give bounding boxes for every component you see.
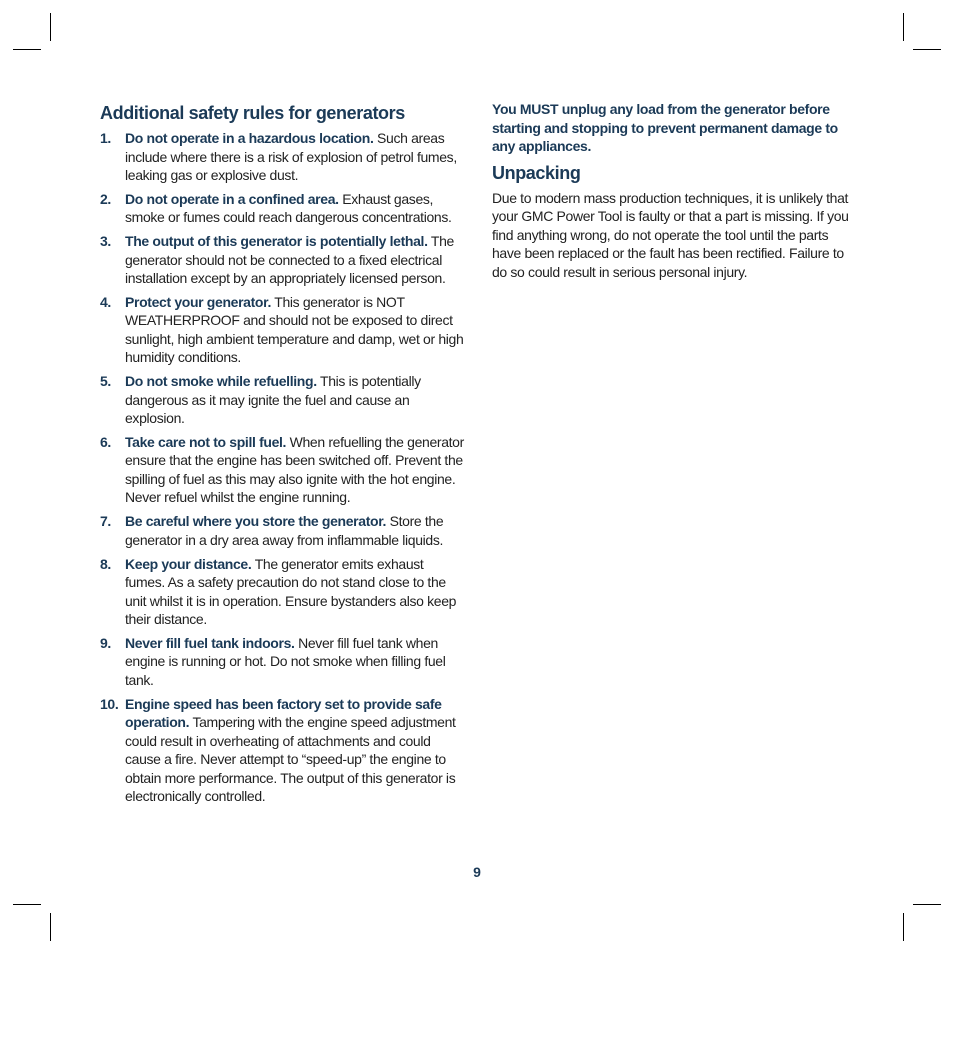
rule-lead: Keep your distance. <box>125 555 252 572</box>
rule-lead: Be careful where you store the generator. <box>125 513 387 530</box>
rule-text: Store the generator in a dry area away from inflammable liquids. <box>125 513 444 548</box>
crop-mark <box>13 904 41 905</box>
rule-item <box>100 232 465 288</box>
section-heading: Unpacking <box>492 162 581 183</box>
rule-lead: The output of this generator is potentially lethal. <box>125 233 428 250</box>
left-column <box>100 100 465 811</box>
crop-mark <box>903 913 904 941</box>
body-paragraph: Due to modern mass production techniques, it is unlikely that your GMC Power Tool is faulty or that a part is missing. If you find anything wrong, do not operate the tool until the parts have been replaced or the fault has been rectified. Failure to do so could result in serious personal injury. <box>492 189 849 280</box>
rule-text: Tampering with the engine speed adjustment could result in overheating of attachments and could cause a fire. Never attempt to “speed-up” the engine to obtain more performance. The output of this generator is electronically controlled. <box>125 714 456 805</box>
rule-text: This generator is NOT WEATHERPROOF and should not be exposed to direct sunlight, high ambient temperature and damp, wet or high humidity conditions. <box>125 293 464 366</box>
rule-item <box>100 190 465 227</box>
crop-mark <box>913 49 941 50</box>
rule-item <box>100 634 465 690</box>
page-number: 9 <box>473 864 481 880</box>
rule-lead: Do not smoke while refuelling. <box>125 373 317 390</box>
rule-text: The generator emits exhaust fumes. As a safety precaution do not stand close to the unit whilst it is in operation. Ensure bystanders also keep their distance. <box>125 555 457 628</box>
rule-item <box>100 555 465 629</box>
rule-text: Never fill fuel tank when engine is running or hot. Do not smoke when filling fuel tank. <box>125 634 446 688</box>
crop-mark <box>50 13 51 41</box>
rule-lead: Protect your generator. <box>125 293 271 310</box>
rule-item <box>100 433 465 507</box>
crop-mark <box>903 13 904 41</box>
rule-item <box>100 129 465 185</box>
rule-lead: Engine speed has been factory set to provide safe operation. <box>125 695 442 731</box>
rule-lead: Do not operate in a confined area. <box>125 190 339 207</box>
rule-item <box>100 512 465 549</box>
rule-text: The generator should not be connected to a fixed electrical installation except by an appropriately licensed person. <box>125 233 454 287</box>
warning-text: You MUST unplug any load from the generator before starting and stopping to prevent permanent damage to any appliances. <box>492 101 838 154</box>
crop-mark <box>13 49 41 50</box>
rule-lead: Never fill fuel tank indoors. <box>125 634 295 651</box>
rule-number: 6. <box>100 433 111 450</box>
rule-item <box>100 372 465 428</box>
rule-lead: Take care not to spill fuel. <box>125 433 287 450</box>
rule-text: Exhaust gases, smoke or fumes could reach dangerous concentrations. <box>125 190 452 226</box>
rule-number: 4. <box>100 293 111 310</box>
rule-number: 7. <box>100 513 111 530</box>
rule-number: 5. <box>100 373 111 390</box>
rule-number: 9. <box>100 634 111 651</box>
rule-number: 2. <box>100 190 111 207</box>
rule-number: 8. <box>100 555 111 572</box>
crop-mark <box>913 904 941 905</box>
rule-item <box>100 293 465 367</box>
rule-text: This is potentially dangerous as it may ignite the fuel and cause an explosion. <box>125 373 421 427</box>
right-column <box>492 100 854 281</box>
rule-number: 3. <box>100 233 111 250</box>
rule-lead: Do not operate in a hazardous location. <box>125 130 374 146</box>
rule-item <box>100 695 465 806</box>
rule-number: 10. <box>100 695 119 712</box>
section-heading: Additional safety rules for generators <box>100 103 405 123</box>
rule-text: When refuelling the generator ensure that the engine has been switched off. Prevent the spilling of fuel as this may also ignite with the hot engine. Never refuel whilst the engine running. <box>125 433 464 506</box>
rule-number: 1. <box>100 130 111 146</box>
rule-text: Such areas include where there is a risk of explosion of petrol fumes, leaking gas or explosive dust. <box>125 130 457 183</box>
crop-mark <box>50 913 51 941</box>
safety-rules-list <box>100 129 465 806</box>
